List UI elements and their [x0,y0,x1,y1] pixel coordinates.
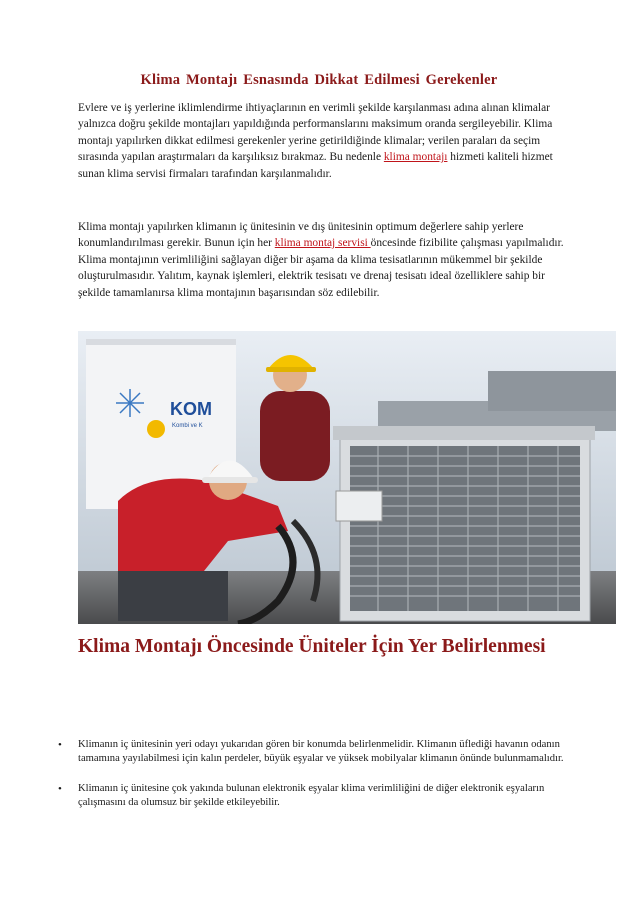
sun-icon [147,420,165,438]
outdoor-ac-unit [333,426,595,621]
paragraph-intro [78,100,570,182]
klima-montaj-servisi-link[interactable]: klima montaj servisi [274,237,371,250]
service-panel [336,491,382,521]
technicians-photo [78,331,616,624]
paragraph-intro-text-2: hizmeti kaliteli hizmet sunan klima servisi firmaları tarafından karşılanmalıdır. [78,151,553,180]
section-heading: Klima Montajı Öncesinde Üniteler İçin Yer Belirlenmesi [78,636,546,657]
paragraph-placement-text-1: Klima montajı yapılırken klimanın iç ünitesinin ve dış ünitesinin optimum değerlere sahip yerlere konumlandırılması gerekir. Bunun için her [78,221,524,250]
placement-bullet-list [0,738,638,826]
sign-logo-subtext: Kombi ve K [172,423,203,429]
snowflake-icon [116,389,144,417]
klima-montaji-link[interactable]: klima montajı [383,151,448,164]
bullet-icon: • [58,782,62,795]
document-title: Klima Montajı Esnasında Dikkat Edilmesi Gerekenler [140,72,498,88]
sign-logo-text: KOM [170,399,212,419]
list-item [0,782,638,811]
technicians-illustration [78,331,616,624]
list-item [0,738,638,767]
list-item-text: Klimanın iç ünitesinin yeri odayı yukarıdan gören bir konumda belirlenmelidir. Klimanın üflediği havanın odanın tamamına yayılabilmesi için kalın perdeler, büyük eşyalar ve yüksek mobilyalar klimanın önünde bulunmamalıdır. [78,739,564,765]
paragraph-placement-text-2: öncesinde fizibilite çalışması yapılmalıdır. Klima montajının verimliliğini sağlayan diğer bir aşama da klima tesisatlarının mükemmel bir şekilde oluşturulmasıdır. Yalıtım, kaynak işlemleri, elektrik tesisatı ve drenaj tesisatı ideal özelliklere sahip bir şekilde tamamlanırsa klima montajının başarısından söz edilebilir. [78,237,564,299]
bullet-icon: • [58,739,62,751]
list-item-text: Klimanın iç ünitesine çok yakında bulunan elektronik eşyalar klima verimliliğini de diğer elektronik eşyaların çalışmasını da olumsuz bir şekilde etkileyebilir. [78,782,545,809]
paragraph-placement [78,219,570,301]
paragraph-intro-text-1: Evlere ve iş yerlerine iklimlendirme ihtiyaçlarının en verimli şekilde karşılanması adına alınan klimalar yalnızca doğru şekilde montajları yapıldığında performanslarını maksimum oranda sergileyebilir. Klima montajı yapılırken dikkat edilmesi gerekenler yerine getirildiğinde klimalar; verilen paraları da seçim sırasında yapılan araştırmaları da karşılıksız bırakmaz. Bu nedenle [78,102,553,164]
